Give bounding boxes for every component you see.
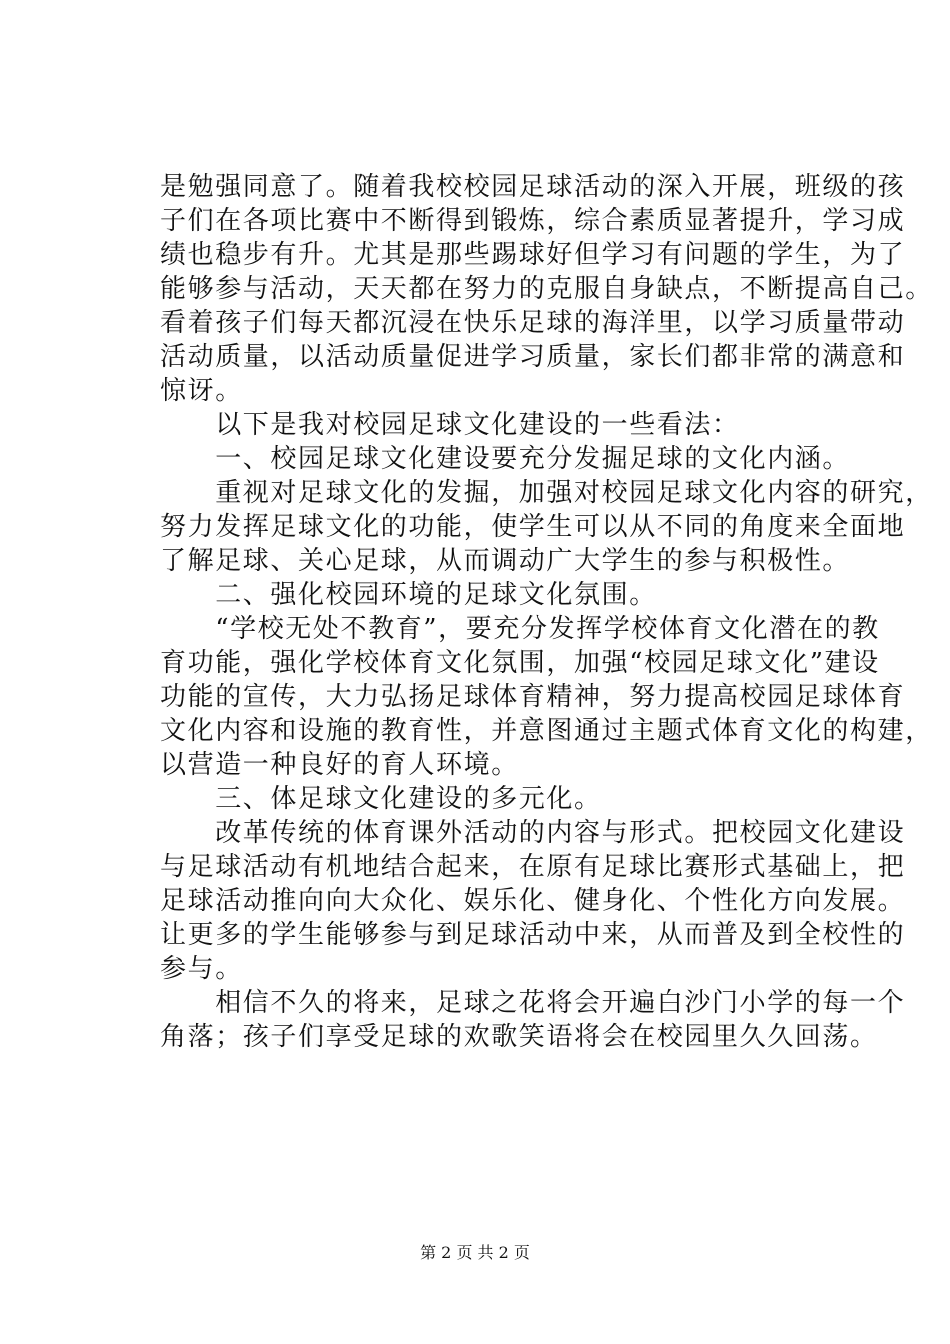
text-line: 看着孩子们每天都沉浸在快乐足球的海洋里，以学习质量带动 [160,308,906,338]
text-line: 与足球活动有机地结合起来，在原有足球比赛形式基础上，把 [160,852,906,882]
text-line: 参与。 [160,954,243,984]
text-line: 相信不久的将来，足球之花将会开遍白沙门小学的每一个 [160,988,906,1018]
text-line: 以下是我对校园足球文化建设的一些看法： [160,410,740,440]
text-line: 是勉强同意了。随着我校校园足球活动的深入开展，班级的孩 [160,172,906,202]
text-line: 子们在各项比赛中不断得到锻炼，综合素质显著提升，学习成 [160,206,906,236]
text-line: 以营造一种良好的育人环境。 [160,750,519,780]
text-line: 让更多的学生能够参与到足球活动中来，从而普及到全校性的 [160,920,906,950]
section-heading: 一、校园足球文化建设要充分发掘足球的文化内涵。 [160,444,851,474]
text-line: “学校无处不教育”，要充分发挥学校体育文化潜在的教 [160,614,880,644]
document-body [160,170,933,1054]
text-line: 育功能，强化学校体育文化氛围，加强“校园足球文化”建设 [160,648,880,678]
section-heading: 三、体足球文化建设的多元化。 [160,784,602,814]
section-heading: 二、强化校园环境的足球文化氛围。 [160,580,657,610]
text-line: 角落；孩子们享受足球的欢歌笑语将会在校园里久久回荡。 [160,1022,878,1052]
text-line: 能够参与活动，天天都在努力的克服自身缺点，不断提高自己。 [160,274,933,304]
text-line: 绩也稳步有升。尤其是那些踢球好但学习有问题的学生，为了 [160,240,906,270]
text-line: 惊讶。 [160,376,243,406]
text-line: 了解足球、关心足球，从而调动广大学生的参与积极性。 [160,546,851,576]
text-line: 文化内容和设施的教育性，并意图通过主题式体育文化的构建， [160,716,933,746]
text-line: 改革传统的体育课外活动的内容与形式。把校园文化建设 [160,818,906,848]
text-line: 足球活动推向向大众化、娱乐化、健身化、个性化方向发展。 [160,886,906,916]
text-line: 努力发挥足球文化的功能，使学生可以从不同的角度来全面地 [160,512,906,542]
text-line: 活动质量，以活动质量促进学习质量，家长们都非常的满意和 [160,342,906,372]
text-line: 重视对足球文化的发掘，加强对校园足球文化内容的研究， [160,478,933,508]
page-footer: 第 2 页 共 2 页 [420,1243,530,1262]
text-line: 功能的宣传，大力弘扬足球体育精神，努力提高校园足球体育 [160,682,906,712]
